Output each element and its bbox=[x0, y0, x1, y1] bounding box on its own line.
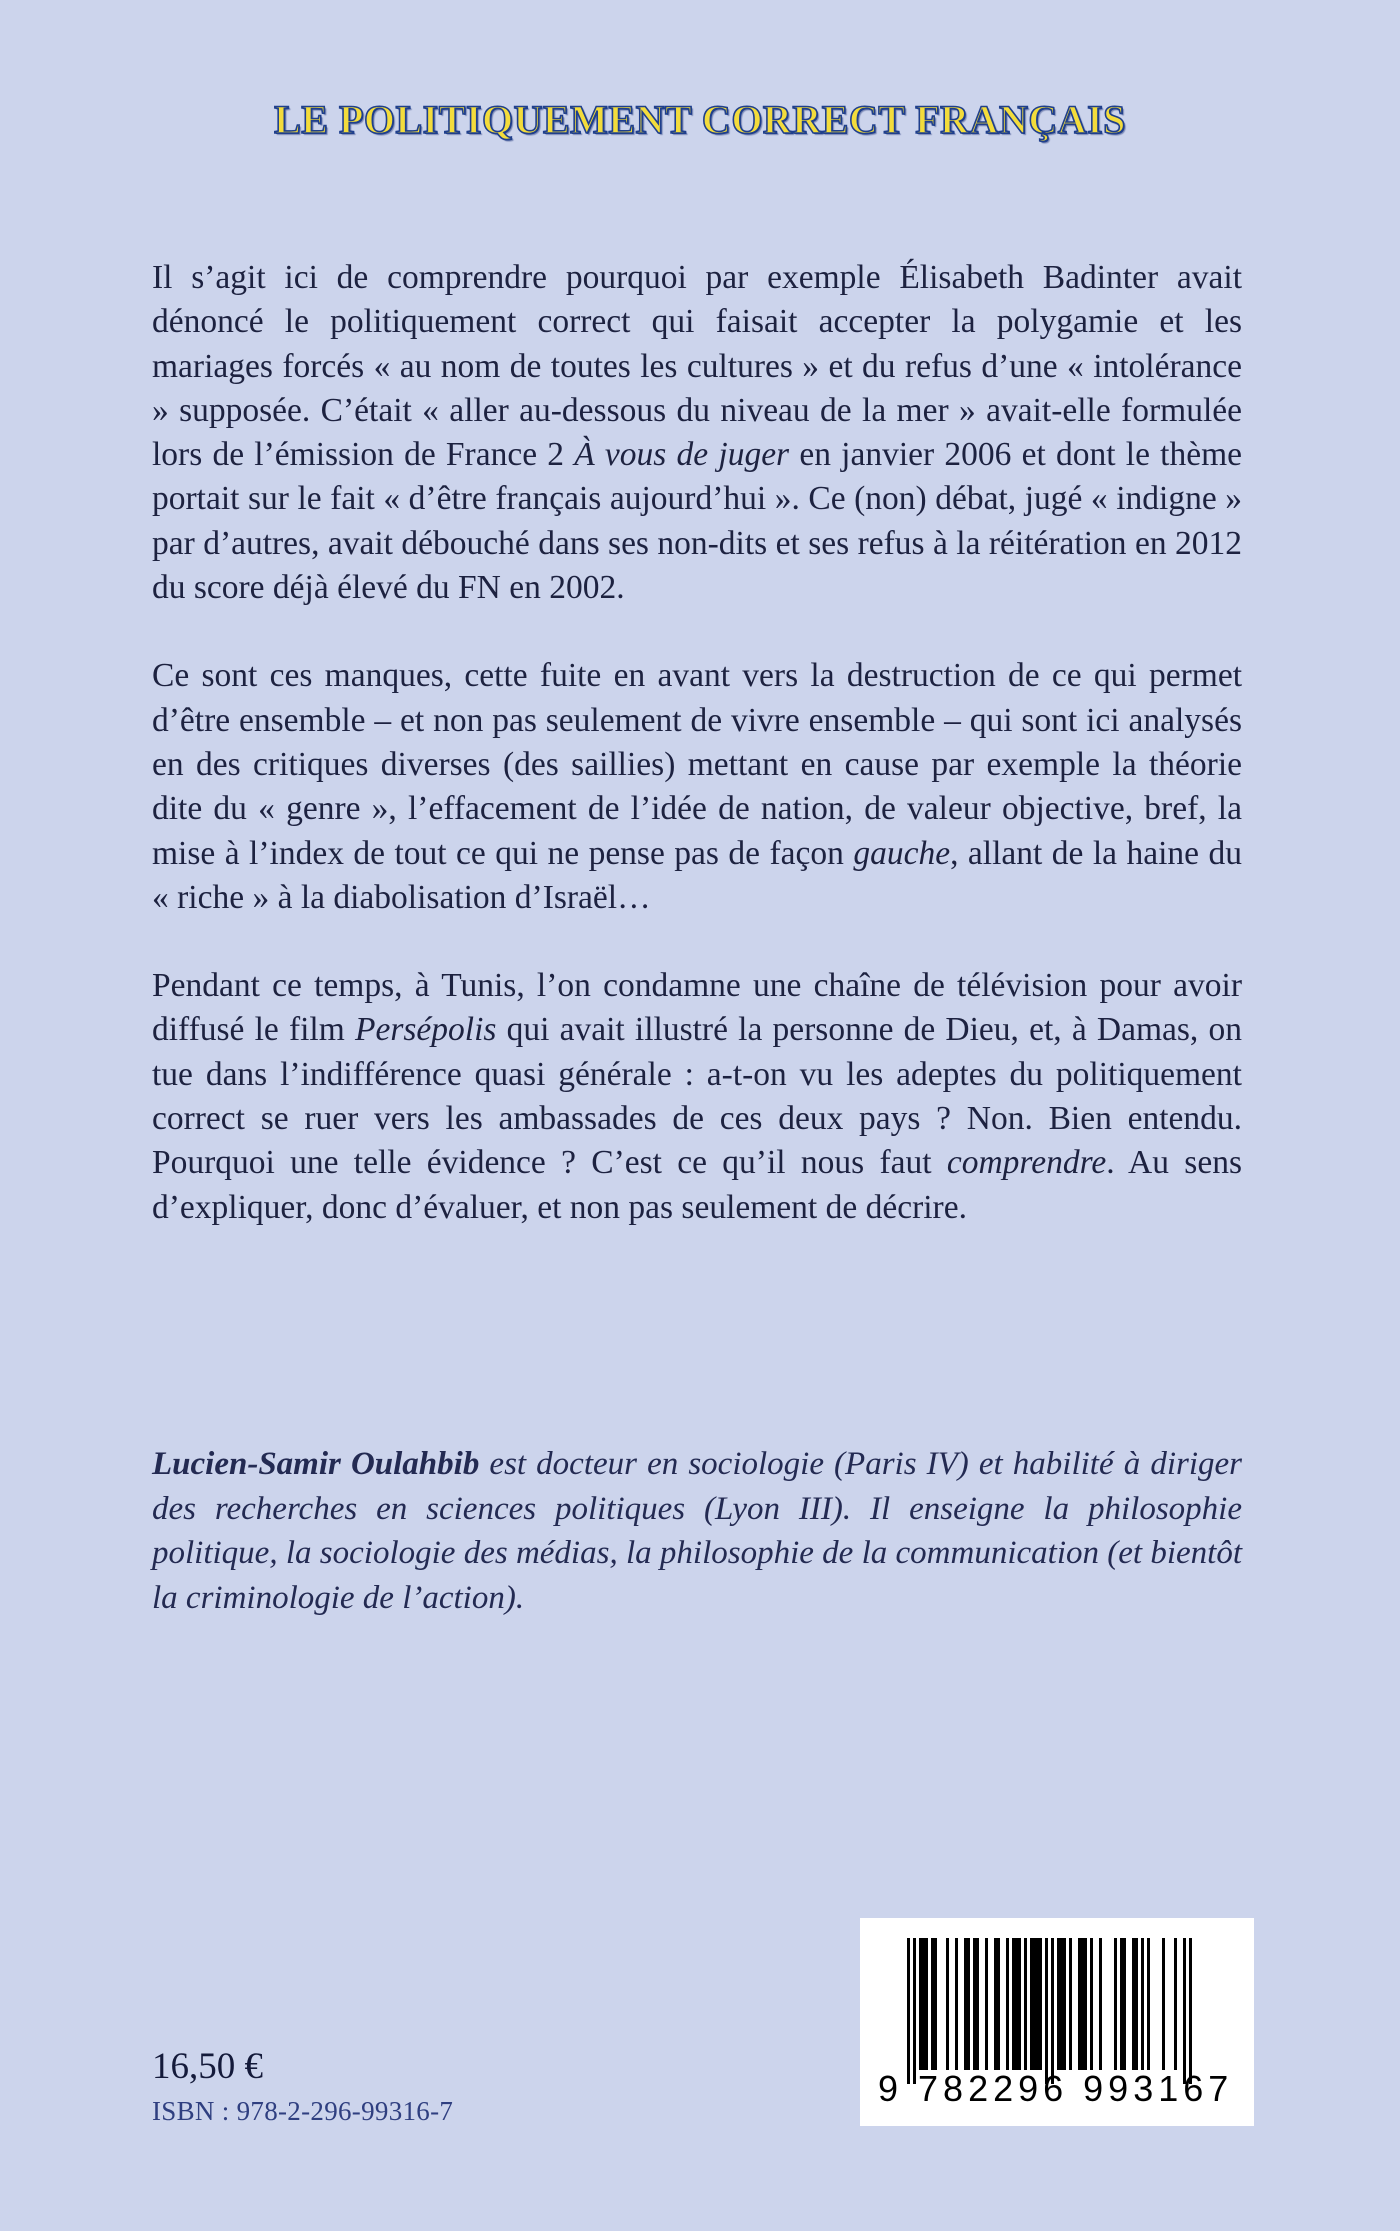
barcode-bar bbox=[913, 1938, 916, 2084]
barcode-bar bbox=[1147, 1938, 1150, 2070]
barcode-bar bbox=[976, 1938, 979, 2070]
barcode-bar bbox=[997, 1938, 1000, 2070]
blurb-text bbox=[152, 256, 1242, 1274]
author-name: Lucien-Samir Oulahbib bbox=[152, 1446, 480, 1482]
barcode-bar bbox=[1069, 1938, 1072, 2070]
price: 16,50 € bbox=[152, 2046, 263, 2087]
barcode-bar bbox=[934, 1938, 937, 2070]
barcode-bar bbox=[994, 1938, 997, 2070]
barcode-bar bbox=[985, 1938, 988, 2070]
barcode-bar bbox=[1135, 1938, 1138, 2070]
barcode-bar bbox=[1015, 1938, 1018, 2070]
barcode-bar bbox=[1036, 1938, 1039, 2070]
barcode-bar bbox=[919, 1938, 922, 2070]
text-segment: Ce sont ces manques, cette fuite en avant vers la destruction de ce qui permet d’être ensemble – et non pas seulement de vivre ensemble – qui sont ici analysés en des critiques diverses (des saillies) mettant en cause par exemple la théorie dite du « genre », l’effacement de l’idée de nation, de valeur objective, bref, la mise à l’index de tout ce qui ne pense pas de façon bbox=[152, 657, 1242, 872]
barcode-bar bbox=[1183, 1938, 1186, 2084]
barcode-bar bbox=[1063, 1938, 1066, 2070]
barcode-bar bbox=[1045, 1938, 1048, 2084]
isbn: ISBN : 978-2-296-99316-7 bbox=[152, 2096, 454, 2126]
text-segment: Il s’agit ici de comprendre pourquoi par exemple Élisabeth Badinter avait dénoncé le politiquement correct qui faisait accepter la polygamie et les mariages forcés « au nom de toutes les cultures » et du refus d’une « intolérance » supposée. C’était « aller au-dessous du niveau de la mer » avait-elle formulée lors de l’émission de France 2 bbox=[152, 259, 1242, 474]
barcode bbox=[860, 1918, 1254, 2126]
italic-phrase: gauche bbox=[853, 834, 951, 872]
text-segment: Pendant ce temps, à Tunis, l’on condamne une chaîne de télévision pour avoir diffusé le film bbox=[152, 967, 1242, 1049]
book-title: LE POLITIQUEMENT CORRECT FRANÇAIS bbox=[274, 97, 1126, 142]
barcode-bar bbox=[964, 1938, 967, 2070]
barcode-bar bbox=[1189, 1938, 1192, 2084]
barcode-bar bbox=[925, 1938, 928, 2070]
barcode-bar bbox=[1012, 1938, 1015, 2070]
barcode-bar bbox=[1141, 1938, 1144, 2070]
barcode-bar bbox=[1018, 1938, 1021, 2070]
barcode-bar bbox=[1162, 1938, 1165, 2070]
barcode-bar bbox=[1132, 1938, 1135, 2070]
barcode-bar bbox=[1033, 1938, 1036, 2070]
author-bio bbox=[152, 1442, 1242, 1620]
barcode-bar bbox=[955, 1938, 958, 2070]
barcode-bar bbox=[946, 1938, 949, 2070]
barcode-bar bbox=[907, 1938, 910, 2084]
barcode-bar bbox=[973, 1938, 976, 2070]
barcode-bar bbox=[1084, 1938, 1087, 2070]
text-segment: qui avait illustré la personne de Dieu, et, à Damas, on tue dans l’indifférence quasi générale : a-t-on vu les adeptes du politiquement correct se ruer vers les ambassades de ces deux pays ? Non. Bien entendu. Pourquoi une telle évidence ? C’est ce qu’il nous faut bbox=[152, 1011, 1242, 1182]
text-segment: . Au sens d’expliquer, donc d’évaluer, et non pas seulement de décrire. bbox=[152, 1144, 1242, 1226]
text-segment: , allant de la haine du « riche » à la diabolisation d’Israël… bbox=[152, 834, 1242, 916]
barcode-bar bbox=[931, 1938, 934, 2070]
blurb-paragraph-1 bbox=[152, 256, 1242, 610]
barcode-bar bbox=[1051, 1938, 1054, 2084]
barcode-bar bbox=[1114, 1938, 1117, 2070]
barcode-bar bbox=[1123, 1938, 1126, 2070]
barcode-bar bbox=[1081, 1938, 1084, 2070]
blurb-paragraph-3 bbox=[152, 964, 1242, 1230]
barcode-bar bbox=[1024, 1938, 1027, 2070]
barcode-bar bbox=[1039, 1938, 1042, 2070]
barcode-digits: 9 782296 993167 bbox=[878, 2068, 1234, 2109]
barcode-bar bbox=[967, 1938, 970, 2070]
barcode-bar bbox=[1120, 1938, 1123, 2070]
author-bio-text: est docteur en sociologie (Paris IV) et habilité à diriger des recherches en sciences politiques (Lyon III). Il enseigne la philosophie politique, la sociologie des médias, la philosophie de la communication (et bientôt la criminologie de l’action). bbox=[152, 1446, 1242, 1616]
barcode-bar bbox=[1006, 1938, 1009, 2070]
italic-phrase: À vous de juger bbox=[574, 436, 790, 474]
barcode-bar bbox=[1090, 1938, 1093, 2070]
italic-phrase: Persépolis bbox=[355, 1011, 497, 1049]
italic-phrase: comprendre bbox=[946, 1144, 1107, 1182]
barcode-bar bbox=[1060, 1938, 1063, 2070]
barcode-bar bbox=[922, 1938, 925, 2070]
barcode-bar bbox=[1099, 1938, 1102, 2070]
blurb-paragraph-2 bbox=[152, 654, 1242, 920]
barcode-bar bbox=[1057, 1938, 1060, 2070]
barcode-bar bbox=[1078, 1938, 1081, 2070]
text-segment: en janvier 2006 et dont le thème portait sur le fait « d’être français aujourd’hui ». Ce (non) débat, jugé « indigne » par d’autres, avait débouché dans ses non-dits et ses refus à la réitération en 2012 du score déjà élevé du FN en 2002. bbox=[152, 436, 1243, 607]
barcode-bar bbox=[1174, 1938, 1177, 2070]
barcode-bar bbox=[1030, 1938, 1033, 2070]
